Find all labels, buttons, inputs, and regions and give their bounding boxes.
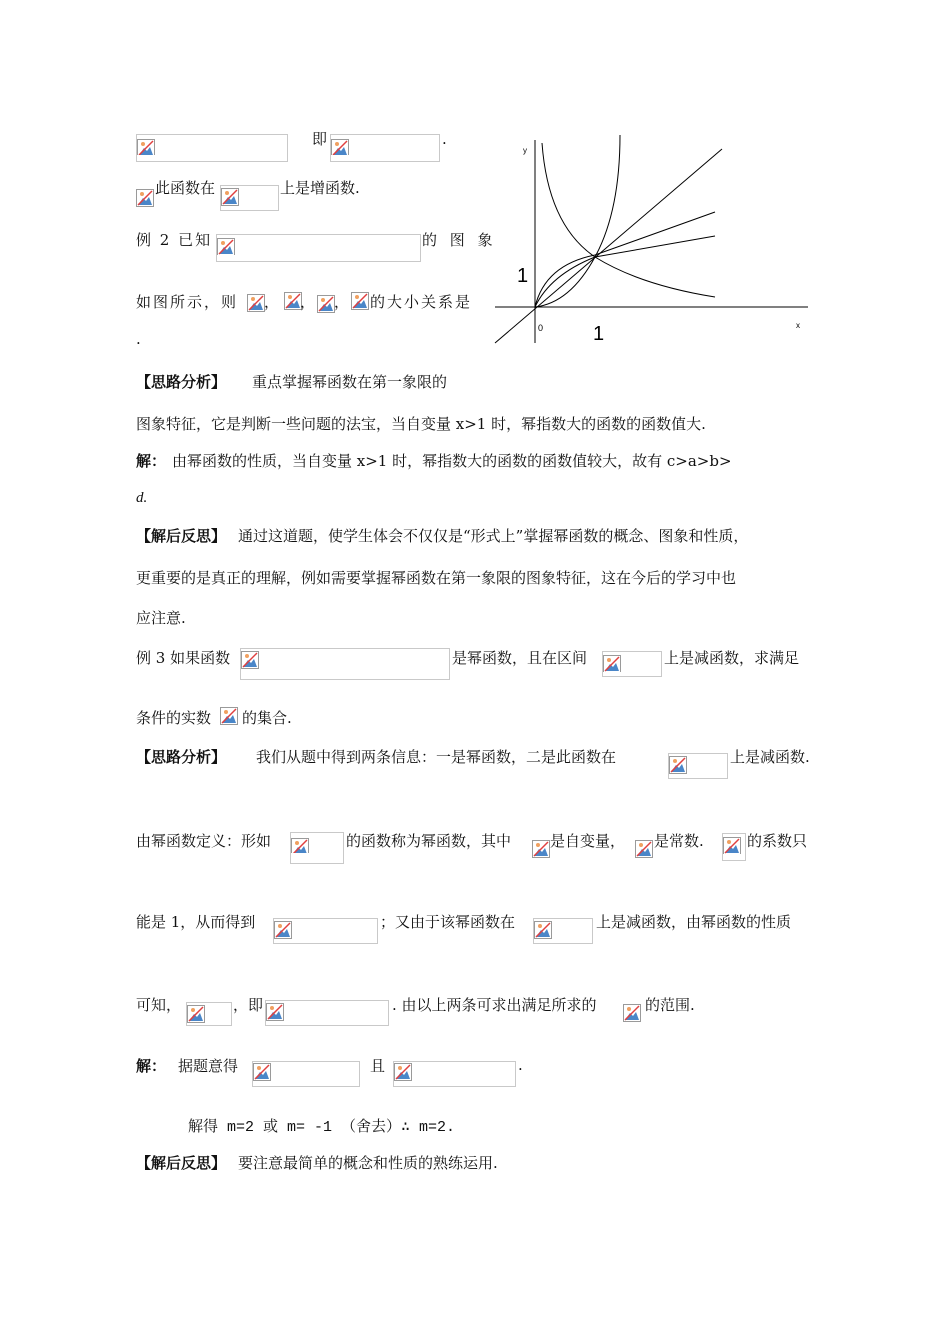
text: 的集合. xyxy=(242,709,292,727)
curve-hyperbola xyxy=(542,143,715,297)
text: ， xyxy=(264,293,280,311)
formula-image xyxy=(290,832,344,864)
text: 的范围. xyxy=(645,996,695,1014)
text: 是自变量， xyxy=(550,832,626,850)
broken-image-icon xyxy=(635,840,655,860)
text: . xyxy=(442,130,447,148)
broken-image-icon xyxy=(534,919,554,939)
formula-image xyxy=(186,1002,232,1026)
formula-image xyxy=(136,188,154,208)
origin-label: 0 xyxy=(538,323,544,333)
y-one-label: 1 xyxy=(517,265,529,287)
broken-image-icon xyxy=(603,652,623,672)
text: 的系数只 xyxy=(747,832,808,850)
text: 图象特征，它是判断一些问题的法宝，当自变量 x>1 时，幂指数大的函数的函数值大. xyxy=(136,415,706,433)
formula-image xyxy=(273,918,378,944)
text: 是幂函数，且在区间 xyxy=(452,649,588,667)
text: 更重要的是真正的理解，例如需要掌握幂函数在第一象限的图象特征，这在今后的学习中也 xyxy=(136,569,737,587)
text: 解得 m=2 或 m= -1 （舍去）∴ m=2. xyxy=(188,1119,456,1136)
reflection-tag: 【解后反思】 xyxy=(136,527,227,545)
broken-image-icon xyxy=(217,235,237,255)
formula-image xyxy=(722,833,746,861)
text: 的函数称为幂函数，其中 xyxy=(346,832,512,850)
text: ；又由于该幂函数在 xyxy=(380,913,516,931)
broken-image-icon xyxy=(241,649,261,669)
formula-image xyxy=(635,840,653,860)
broken-image-icon xyxy=(266,1001,286,1021)
broken-image-icon xyxy=(351,292,371,312)
text: 由幂函数定义：形如 xyxy=(136,832,272,850)
text: . xyxy=(518,1056,523,1074)
text: 的 图 象 xyxy=(422,231,497,249)
broken-image-icon xyxy=(220,707,240,727)
reflection-tag: 【解后反思】 xyxy=(136,1154,227,1172)
text: 可知， xyxy=(136,996,182,1014)
curve-concave-1 xyxy=(535,212,715,307)
formula-image xyxy=(220,707,240,729)
text: 由幂函数的性质，当自变量 x>1 时，幂指数大的函数的函数值较大，故有 c>a>b> xyxy=(172,452,732,470)
text: 我们从题中得到两条信息：一是幂函数，二是此函数在 xyxy=(256,748,617,766)
broken-image-icon xyxy=(669,754,689,774)
x-one-label: 1 xyxy=(593,323,605,345)
text: ， xyxy=(334,293,350,311)
text: . xyxy=(136,330,141,348)
formula-image xyxy=(330,134,440,162)
broken-image-icon xyxy=(532,840,552,860)
text: ， xyxy=(300,293,316,311)
formula-image xyxy=(240,648,450,680)
text: 的大小关系是 xyxy=(370,293,473,311)
formula-image xyxy=(136,134,288,162)
formula-image xyxy=(623,1004,643,1024)
text: 应注意. xyxy=(136,609,186,627)
text: 是常数. xyxy=(654,832,704,850)
broken-image-icon xyxy=(274,919,294,939)
broken-image-icon xyxy=(136,188,156,208)
broken-image-icon xyxy=(253,1062,273,1082)
text: 条件的实数 xyxy=(136,709,212,727)
broken-image-icon xyxy=(331,135,351,155)
solution-tag: 解： xyxy=(136,452,167,470)
broken-image-icon xyxy=(291,833,311,853)
y-axis-label: y xyxy=(523,146,527,155)
formula-image xyxy=(533,918,593,944)
broken-image-icon xyxy=(394,1062,414,1082)
text: 上是减函数. xyxy=(730,748,810,766)
text: 上是增函数. xyxy=(280,179,360,197)
text: 即 xyxy=(312,130,328,148)
analysis-tag: 【思路分析】 xyxy=(136,373,227,391)
text: d. xyxy=(136,490,148,506)
text: . 由以上两条可求出满足所求的 xyxy=(392,996,597,1014)
power-function-graph xyxy=(490,135,820,350)
formula-image xyxy=(393,1061,516,1087)
curve-line xyxy=(495,149,722,343)
text: 要注意最简单的概念和性质的熟练运用. xyxy=(238,1154,498,1172)
text: 上是减函数，求满足 xyxy=(664,649,800,667)
broken-image-icon xyxy=(137,135,157,155)
text: 据题意得 xyxy=(178,1057,239,1075)
formula-image xyxy=(220,185,279,211)
text: 如图所示，则 xyxy=(136,293,239,311)
formula-image xyxy=(265,1000,389,1026)
solution-tag: 解： xyxy=(136,1057,167,1075)
text: 此函数在 xyxy=(155,179,216,197)
formula-image xyxy=(351,292,371,312)
broken-image-icon xyxy=(623,1004,643,1024)
formula-image xyxy=(252,1061,360,1087)
text: 重点掌握幂函数在第一象限的 xyxy=(252,373,448,391)
formula-image xyxy=(532,840,550,860)
broken-image-icon xyxy=(187,1003,207,1023)
formula-image xyxy=(602,651,662,677)
text: 例 2 已知 xyxy=(136,231,213,249)
text: 例 3 如果函数 xyxy=(136,649,231,667)
broken-image-icon xyxy=(221,186,241,206)
text: ，即 xyxy=(233,996,264,1014)
formula-image xyxy=(668,753,728,779)
x-axis-label: x xyxy=(796,321,800,330)
analysis-tag: 【思路分析】 xyxy=(136,748,227,766)
text: 上是减函数，由幂函数的性质 xyxy=(596,913,792,931)
text: 通过这道题，使学生体会不仅仅是“形式上”掌握幂函数的概念、图象和性质， xyxy=(238,527,749,545)
text: 且 xyxy=(370,1057,386,1075)
broken-image-icon xyxy=(723,834,743,854)
text: 能是 1，从而得到 xyxy=(136,913,256,931)
formula-image xyxy=(216,234,421,262)
